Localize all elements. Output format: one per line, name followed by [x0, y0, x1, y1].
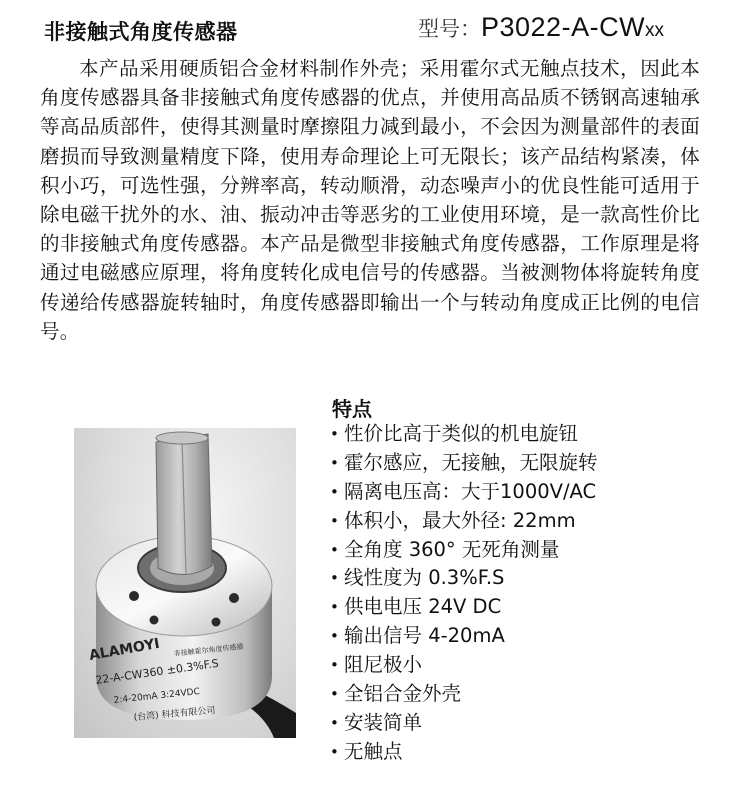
bullet: •	[330, 713, 339, 732]
label-line-1: 非接触霍尔角度传感器	[173, 642, 244, 658]
feature-text: 全铝合金外壳	[344, 682, 462, 706]
feature-item	[330, 507, 598, 536]
feature-item	[330, 420, 598, 449]
feature-text: 阻尼极小	[344, 653, 423, 677]
feature-item	[330, 478, 598, 507]
label-line-2: 22-A-CW360 ±0.3%F.S	[94, 656, 220, 687]
bullet: •	[330, 425, 339, 443]
mount-hole	[150, 616, 159, 625]
feature-item	[330, 593, 598, 622]
feature-text: 全角度 360° 无死角测量	[344, 537, 560, 561]
feature-item	[330, 536, 598, 565]
feature-text: 输出信号 4-20mA	[344, 624, 505, 648]
mount-hole	[129, 591, 139, 601]
feature-item	[330, 738, 598, 767]
model-code: P3022-A-CW	[481, 12, 646, 42]
model-label: 型号：	[418, 17, 481, 41]
label-line-3: 2:4-20mA 3:24VDC	[113, 686, 201, 706]
product-title: 非接触式角度传感器	[44, 20, 238, 44]
mount-hole	[212, 618, 221, 627]
bullet: •	[330, 453, 339, 472]
mount-hole	[229, 593, 239, 603]
feature-item	[330, 680, 598, 709]
feature-text: 霍尔感应，无接触，无限旋转	[344, 450, 598, 474]
feature-item	[330, 622, 598, 651]
feature-text: 安装简单	[344, 710, 423, 734]
features-list	[330, 420, 598, 767]
intro-paragraph: 本产品采用硬质铝合金材料制作外壳；采用霍尔式无触点技术，因此本角度传感器具备非接触式角度传感器的优点，并使用高品质不锈钢高速轴承等高品质部件，使得其测量时摩擦阻力减到最小，不会因为测量部件的表面磨损而导致测量精度下降，使用寿命理论上可无限长；该产品结构紧凑，体积小巧，可选性强，分辨率高，转动顺滑，动态噪声小的优良性能可适用于除电磁干扰外的水、油、振动冲击等恶劣的工业使用环境，是一款高性价比的非接触式角度传感器。本产品是微型非接触式角度传感器，工作原理是将通过电磁感应原理，将角度转化成电信号的传感器。当被测物体将旋转角度传递给传感器旋转轴时，角度传感器即输出一个与转动角度成正比例的电信号。	[40, 57, 700, 343]
bullet: •	[330, 511, 339, 530]
bullet: •	[330, 569, 339, 588]
feature-text: 线性度为 0.3%F.S	[344, 566, 505, 590]
bullet: •	[330, 627, 339, 646]
feature-item	[330, 564, 598, 593]
feature-item	[330, 449, 598, 478]
sensor-illustration	[74, 428, 296, 738]
feature-item	[330, 651, 598, 680]
bullet: •	[330, 742, 339, 761]
bullet: •	[330, 685, 339, 704]
bullet: •	[330, 482, 339, 501]
brand-text: ALAMOYI	[87, 635, 161, 664]
bullet: •	[330, 540, 339, 559]
label-line-4: (台湾) 科技有限公司	[133, 705, 216, 723]
product-photo	[74, 428, 296, 738]
feature-text: 无触点	[344, 739, 403, 763]
bullet: •	[330, 656, 339, 675]
features-heading: 特点	[332, 397, 372, 421]
feature-text: 性价比高于类似的机电旋钮	[344, 422, 579, 445]
feature-text: 供电电压 24V DC	[344, 595, 502, 619]
model-number	[418, 12, 664, 43]
bullet: •	[330, 598, 339, 617]
model-suffix: xx	[645, 20, 665, 41]
feature-text: 体积小，最大外径: 22mm	[344, 508, 576, 532]
feature-text: 隔离电压高：大于1000V/AC	[344, 479, 597, 503]
feature-item	[330, 709, 598, 738]
